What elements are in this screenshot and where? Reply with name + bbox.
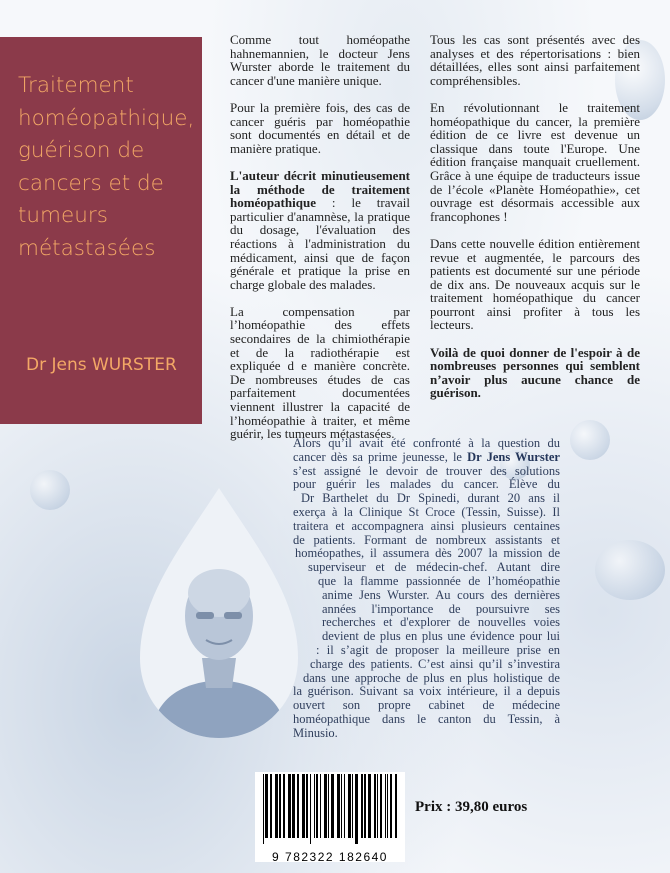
author-name: Dr Jens WURSTER xyxy=(26,355,177,375)
paragraph: Tous les cas sont présentés avec des analyses et des répertorisations : bien détaillées, elles sont ainsi parfaitement compréhensibles. xyxy=(430,32,640,88)
bio-line: recherches et d'explorer de nouvelles voies xyxy=(322,615,560,630)
barcode-bar xyxy=(279,774,281,838)
title-line: homéopathique, xyxy=(18,105,195,131)
bio-line: s’est assigné le devoir de trouver des solutions xyxy=(293,463,560,478)
barcode-bar xyxy=(310,774,311,844)
barcode-bar xyxy=(374,774,376,838)
bio-line: la guérison. Suivant sa voix intérieure, il a depuis xyxy=(293,684,560,699)
barcode-bar xyxy=(341,774,342,838)
barcode-bar xyxy=(314,774,315,838)
barcode-bar xyxy=(275,774,278,838)
bio-line: anime Jens Wurster. Au cours des dernières xyxy=(322,587,560,602)
water-drop xyxy=(595,540,665,600)
bio-line: pour guérir les malades du cancer. Élève du xyxy=(293,477,560,492)
barcode-bar xyxy=(390,774,392,838)
barcode-bar xyxy=(395,774,397,838)
barcode-bars xyxy=(255,772,405,844)
barcode-bar xyxy=(270,774,272,838)
barcode-bar xyxy=(348,774,351,838)
barcode-bar xyxy=(288,774,291,838)
bio-line: de patients. Formant de nombreux assistants et xyxy=(293,532,560,547)
title-line: guérison de xyxy=(18,138,145,163)
barcode-bar xyxy=(331,774,334,838)
title-line: cancers et de xyxy=(18,170,164,196)
paragraph: En révolutionnant le traitement homéopathique du cancer, la première édition de ce livre est devenue un classique dans toute l'Europe. Une édition française manquait cruellement. Grâce à une équipe de traducteurs issue de l’école «Planète Homéopathie», cet ouvrage est désormais accessible aux francophones ! xyxy=(430,99,640,224)
paragraph: Pour la première fois, des cas de cancer guéris par homéopathie sont documentés en détail et de manière pratique. xyxy=(230,99,410,156)
water-drop xyxy=(570,420,610,460)
barcode-bar xyxy=(385,774,386,838)
bio-line: Alors qu’il avait été confronté à la question du xyxy=(293,436,560,450)
bio-line: charge des patients. C’est ainsi qu’il s’investira xyxy=(310,656,560,671)
bio-line: ouvert son propre cabinet de médecine xyxy=(293,698,560,713)
barcode-bar xyxy=(361,774,363,838)
paragraph: Dans cette nouvelle édition entièrement revue et augmentée, le parcours des patients est documenté sur une période de dix ans. De nouveaux acquis sur le traitement homéopathique du cancer pourront ainsi profiter à tous les lecteurs. xyxy=(430,235,640,333)
bio-line: exerça à la Clinique St Croce (Tessin, Suisse). Il xyxy=(293,505,560,519)
barcode-bar xyxy=(387,774,388,838)
paragraph: Voilà de quoi donner de l'espoir à de nombreuses personnes qui semblent n’avoir plus aucune chance de guérison. xyxy=(430,344,640,401)
bio-line: années l'importance de poursuivre ses xyxy=(322,601,560,616)
isbn-barcode xyxy=(255,772,405,862)
bio-line: que la flamme passionnée de l’homéopathie xyxy=(318,574,560,588)
price: Prix : 39,80 euros xyxy=(415,799,528,815)
bio-line: superviseur et de médecin-chef. Autant dire xyxy=(308,560,560,575)
title-line: métastasées xyxy=(18,235,156,261)
barcode-bar xyxy=(302,774,305,838)
barcode-bar xyxy=(263,774,264,844)
water-drop xyxy=(30,470,70,510)
barcode-bar xyxy=(380,774,382,838)
barcode-bar xyxy=(352,774,353,838)
barcode-bar xyxy=(297,774,299,838)
bio-line: homéopathique dans le canton du Tessin, à xyxy=(293,712,560,726)
barcode-bar xyxy=(320,774,321,838)
bio-line: devient de plus en plus une évidence pour lui xyxy=(322,629,560,644)
paragraph: L'auteur décrit minutieusement la méthode de traitement homéopathique : le travail particulier d'anamnèse, la pratique du dosage, l'évaluation des réactions à l'administration du médicament, ainsi que de façon générale et pratique la prise en charge globale des malades. xyxy=(230,167,410,292)
bio-line: homéopathes, il assumera dès 2007 la mission de xyxy=(295,546,560,561)
bio-line: Minusio. xyxy=(293,725,338,740)
barcode-bar xyxy=(344,774,345,838)
barcode-bar xyxy=(316,774,318,838)
barcode-bar xyxy=(328,774,329,838)
barcode-bar xyxy=(377,774,378,838)
barcode-bar xyxy=(324,774,327,838)
bio-line: cancer dès sa prime jeunesse, le Dr Jens Wurster xyxy=(293,449,560,464)
barcode-bar xyxy=(292,774,295,838)
bio-line: : il s’agit de proposer la meilleure prise en xyxy=(316,643,560,657)
bio-line: traitera et accompagnera ainsi plusieurs centaines xyxy=(293,518,560,533)
barcode-bar xyxy=(355,774,358,844)
book-title xyxy=(18,70,203,265)
title-line: tumeurs xyxy=(18,203,108,228)
barcode-bar xyxy=(337,774,340,838)
description-column-2 xyxy=(430,33,640,414)
barcode-bar xyxy=(265,774,268,838)
barcode-bar xyxy=(306,774,308,838)
paragraph: La compensation par l’homéopathie des effets secondaires de la chimiothérapie et de la radiothérapie est expliquée d e manière concrète. De nombreuses études de cas parfaitement documentées viennent illustrer la capacité de l’homéopathie à traiter, et même guérir, les tumeurs métastasées. xyxy=(230,303,410,442)
barcode-bar xyxy=(283,774,285,838)
bio-line: Dr Barthelet du Dr Spinedi, durant 20 ans il xyxy=(301,491,560,506)
description-column-1 xyxy=(230,33,410,454)
author-photo xyxy=(140,488,298,738)
barcode-bar xyxy=(364,774,366,838)
isbn-digits: 9 782322 182640 xyxy=(272,850,388,864)
bio-line: dans une approche de plus en plus holistique de xyxy=(303,670,560,685)
barcode-bar xyxy=(368,774,371,838)
paragraph: Comme tout homéopathe hahnemannien, le docteur Jens Wurster aborde le traitement du cancer d'une manière unique. xyxy=(230,32,410,88)
title-line: Traitement xyxy=(18,73,134,98)
